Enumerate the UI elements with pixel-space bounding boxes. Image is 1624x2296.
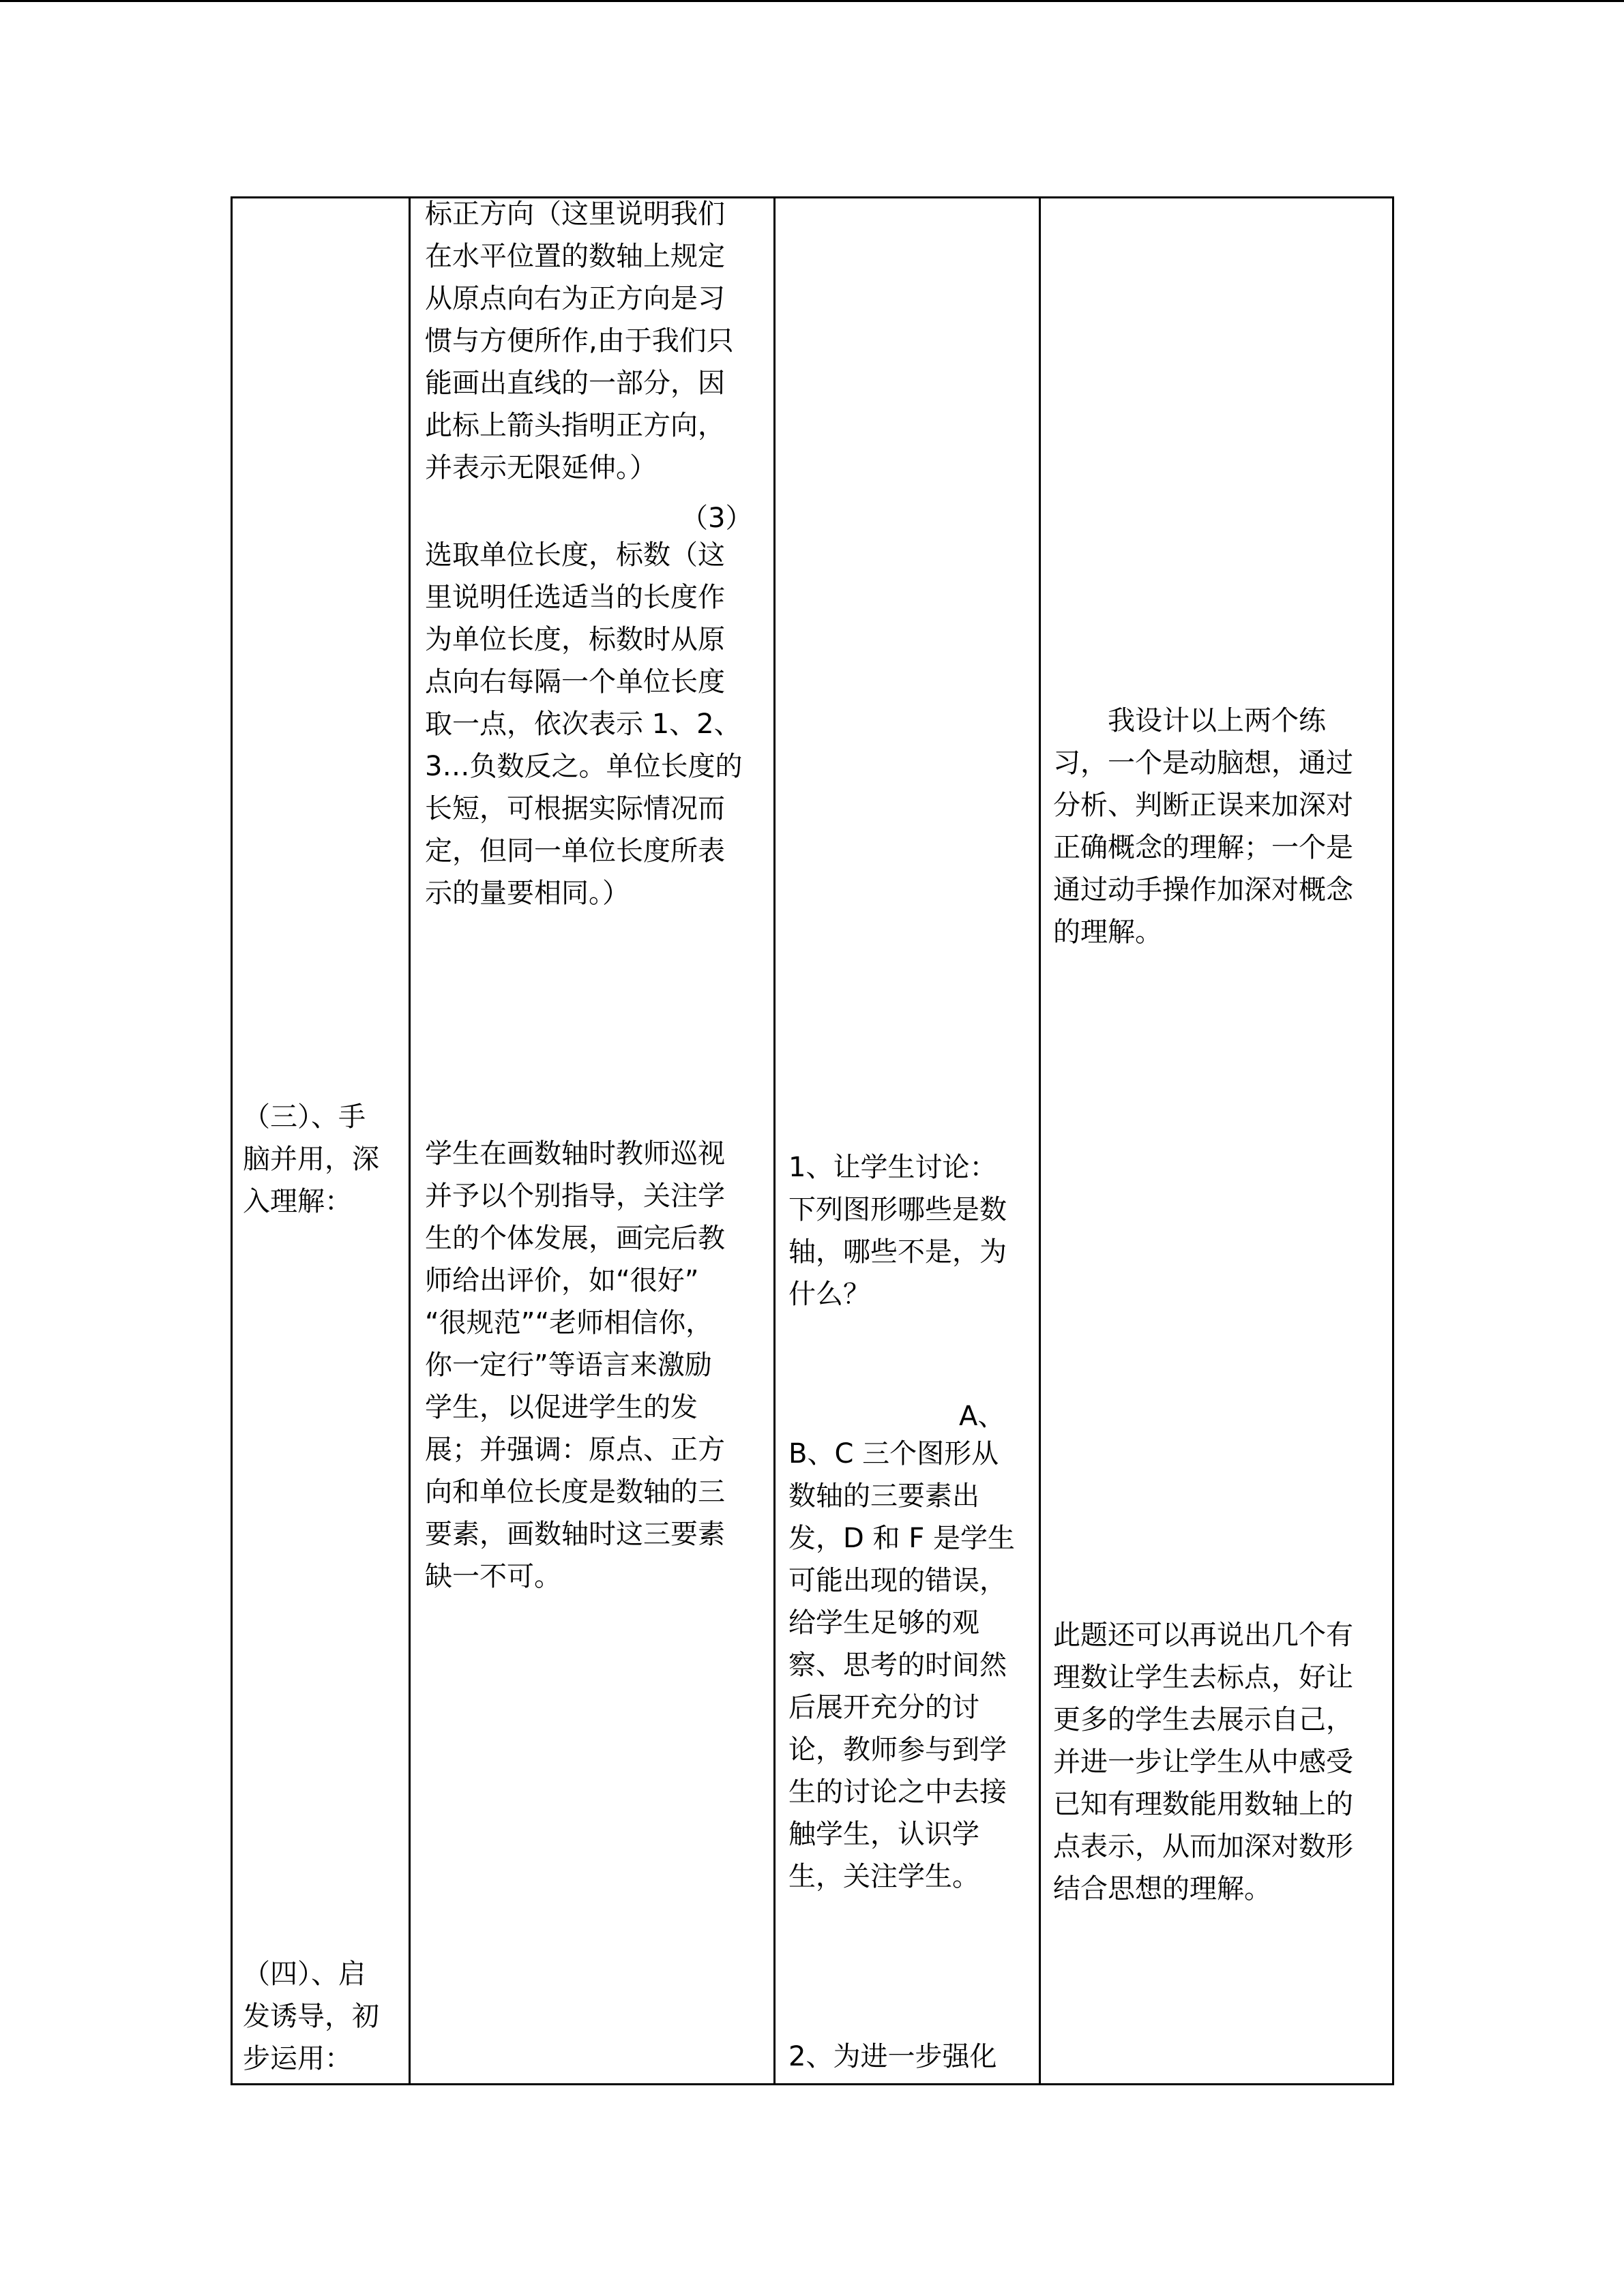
step-three-marker: （3） [681, 503, 753, 534]
text-line: 标正方向（这里说明我们 [425, 198, 725, 230]
text-line: 并予以个别指导，关注学 [425, 1180, 725, 1212]
text-line: （三）、手 [243, 1101, 366, 1133]
text-line: 师给出评价，如“很好” [425, 1265, 699, 1296]
text-line: 入理解： [243, 1186, 352, 1217]
text-line: 结合思想的理解。 [1053, 1873, 1271, 1905]
text-line: 能画出直线的一部分，因 [425, 368, 725, 399]
text-line: 从原点向右为正方向是习 [425, 283, 725, 314]
text-line: 理数让学生去标点，好让 [1053, 1662, 1353, 1693]
text-line: 并进一步让学生从中感受 [1053, 1746, 1353, 1778]
text-line: 此标上箭头指明正方向， [425, 410, 725, 441]
text-line: 定，但同一单位长度所表 [425, 835, 725, 867]
text-line: 点向右每隔一个单位长度 [425, 666, 725, 698]
text-line: “很规范”“老师相信你， [425, 1307, 713, 1339]
column-divider-1 [409, 198, 411, 2083]
text-line: 学生，以促进学生的发 [425, 1392, 698, 1423]
text-line: （四）、启 [243, 1958, 366, 1990]
column-divider-2 [773, 198, 776, 2083]
text-line: B、C 三个图形从 [788, 1438, 999, 1470]
lesson-plan-table [231, 196, 1394, 2085]
text-line: 点表示，从而加深对数形 [1053, 1831, 1353, 1862]
page-top-border [0, 0, 1624, 2]
text-line: 察、思考的时间然 [788, 1650, 1007, 1681]
text-line: 给学生足够的观 [788, 1607, 979, 1639]
text-line: 正确概念的理解；一个是 [1053, 832, 1353, 863]
stage-three-label [243, 1096, 379, 1223]
text-line: 要素，画数轴时这三要素 [425, 1519, 725, 1550]
text-line: 展；并强调：原点、正方 [425, 1434, 725, 1465]
text-line: 下列图形哪些是数 [788, 1194, 1007, 1225]
text-line: 通过动手操作加深对概念 [1053, 874, 1353, 906]
text-line: 我设计以上两个练 [1053, 705, 1326, 736]
text-line: 发，D 和 F 是学生 [788, 1523, 1015, 1554]
text-line: 里说明任选适当的长度作 [425, 582, 725, 613]
text-line: 3…负数反之。单位长度的 [425, 751, 743, 782]
direction-explanation-text [425, 193, 734, 489]
stage-four-label [243, 1953, 379, 2080]
text-line: 向和单位长度是数轴的三 [425, 1476, 725, 1508]
text-line: 示的量要相同。） [425, 878, 630, 909]
text-line: 的理解。 [1053, 916, 1162, 948]
text-line: 在水平位置的数轴上规定 [425, 241, 725, 272]
text-line: 取一点，依次表示 1、2、 [425, 709, 741, 740]
text-line: 此题还可以再说出几个有 [1053, 1620, 1353, 1651]
text-line: 你一定行”等语言来激励 [425, 1350, 712, 1381]
text-line: 论，教师参与到学 [788, 1734, 1007, 1765]
text-line: 生的讨论之中去接 [788, 1776, 1007, 1808]
discussion-analysis-text [788, 1433, 1015, 1898]
discussion-prompt-text [788, 1146, 1007, 1315]
column-divider-3 [1039, 198, 1041, 2083]
text-line: 惯与方便所作,由于我们只 [425, 325, 734, 357]
text-line: 生的个体发展，画完后教 [425, 1223, 725, 1254]
text-line: 缺一不可。 [425, 1561, 561, 1592]
text-line: 轴，哪些不是，为 [788, 1236, 1007, 1268]
text-line: 生，关注学生。 [788, 1861, 979, 1892]
text-line: 发诱导，初 [243, 2001, 379, 2032]
design-intent-text [1053, 700, 1353, 953]
text-line: 习，一个是动脑想，通过 [1053, 747, 1353, 779]
text-line: 触学生，认识学 [788, 1819, 979, 1850]
text-line: 长短，可根据实际情况而 [425, 793, 725, 824]
text-line: 数轴的三要素出 [788, 1480, 979, 1512]
extension-note-text [1053, 1614, 1353, 1910]
text-line: 已知有理数能用数轴上的 [1053, 1789, 1353, 1820]
text-line: 1、让学生讨论： [788, 1152, 997, 1183]
text-line: 为单位长度，标数时从原 [425, 624, 725, 655]
text-line: 可能出现的错误， [788, 1565, 1007, 1596]
reinforcement-text: 2、为进一步强化 [788, 2041, 997, 2072]
text-line: 选取单位长度，标数（这 [425, 539, 725, 571]
text-line: 步运用： [243, 2043, 352, 2074]
unit-length-explanation-text [425, 534, 742, 914]
text-line: 学生在画数轴时教师巡视 [425, 1138, 725, 1169]
text-line: 什么？ [788, 1279, 870, 1310]
text-line: 脑并用，深 [243, 1144, 379, 1175]
text-line: 更多的学生去展示自己， [1053, 1704, 1353, 1735]
teacher-guidance-text [425, 1133, 725, 1598]
answer-prefix-text: A、 [959, 1401, 1005, 1432]
text-line: 并表示无限延伸。） [425, 452, 657, 483]
text-line: 分析、判断正误来加深对 [1053, 790, 1353, 821]
text-line: 后展开充分的讨 [788, 1692, 979, 1723]
